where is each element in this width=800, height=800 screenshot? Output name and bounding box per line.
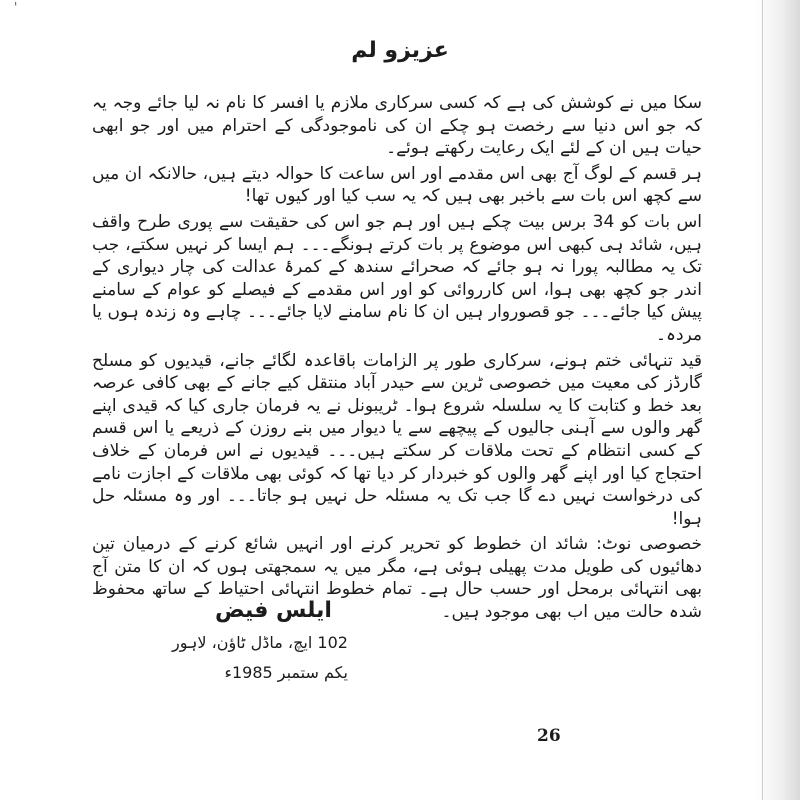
book-binding-edge	[754, 0, 800, 800]
body-text	[92, 92, 702, 627]
page-heading: عزیزو لم	[351, 38, 449, 63]
signature-block	[172, 628, 348, 688]
paragraph: ہر قسم کے لوگ آج بھی اس مقدمے اور اس ساعت کا حوالہ دیتے ہیں، حالانکہ ان میں سے کچھ اس بات سے باخبر بھی ہیں کہ یہ سب کیا اور کیوں تھا!	[92, 163, 702, 207]
corner-mark: '	[14, 0, 18, 14]
signature-address: 102 ایچ، ماڈل ٹاؤن، لاہور	[172, 633, 348, 652]
signature-date: یکم ستمبر 1985ء	[224, 663, 348, 682]
page-number: 26	[537, 726, 561, 746]
paragraph: قید تنہائی ختم ہونے، سرکاری طور پر الزامات باقاعدہ لگائے جانے، قیدیوں کو مسلح گارڈز کی معیت میں خصوصی ٹرین سے حیدر آباد منتقل کیے جانے کے بھی کافی عرصہ بعد خط و کتابت کا یہ سلسلہ شروع ہوا۔ ٹریبونل نے یہ فرمان جاری کیا کہ قیدی اپنے گھر والوں سے آہنی جالیوں کے پیچھے سے یا دیوار میں بنے روزن کے ذریعے یا اس قسم کے کسی انتظام کے تحت ملاقات کر سکتے ہیں۔۔۔ قیدیوں نے اس فرمان کے خلاف احتجاج کیا اور اپنے گھر والوں کو خبردار کر دیا تھا کہ کوئی بھی ملاقات کے اجازت نامے کی درخواست نہیں دے گا جب تک یہ مسئلہ حل نہیں ہو جاتا۔۔۔ اور وہ مسئلہ حل ہوا!	[92, 350, 702, 529]
special-note-paragraph: خصوصی نوٹ: شائد ان خطوط کو تحریر کرنے اور انہیں شائع کرنے کے درمیان تین دھائیوں کی طویل مدت پھیلی ہوئی ہے، مگر میں یہ سمجھتی ہوں کہ ان کا متن آج بھی انتہائی برمحل اور حسب حال ہے۔ تمام خطوط انتہائی احتیاط کے ساتھ محفوظ شدہ حالت میں اب بھی موجود ہیں۔	[92, 534, 702, 623]
paragraph: سکا میں نے کوشش کی ہے کہ کسی سرکاری ملازم یا افسر کا نام نہ لیا جائے وجہ یہ کہ جو اس دنیا سے رخصت ہو چکے ان کی ناموجودگی کے احترام میں اور جو ابھی حیات ہیں ان کے لئے ایک رعایت رکھتے ہوئے۔	[92, 93, 702, 159]
paragraph: اس بات کو 34 برس بیت چکے ہیں اور ہم جو اس کی حقیقت سے پوری طرح واقف ہیں، شائد ہی کبھی اس موضوع پر بات کرتے ہونگے۔۔۔ ہم ایسا کر نہیں سکتے، جب تک یہ مطالبہ پورا نہ ہو جائے کہ صحرائے سندھ کے کمرۂ عدالت کی چار دیواری کے اندر جو کچھ بھی ہوا، اس کارروائی کو اور اس مقدمے کے فیصلے کو عوام کے سامنے پیش کیا جائے۔۔۔ جو قصوروار ہیں ان کا نام سامنے لایا جائے۔۔۔ چاہے وہ زندہ ہوں یا مردہ۔	[92, 211, 702, 345]
signature-name: ایلس فیض	[215, 598, 332, 623]
